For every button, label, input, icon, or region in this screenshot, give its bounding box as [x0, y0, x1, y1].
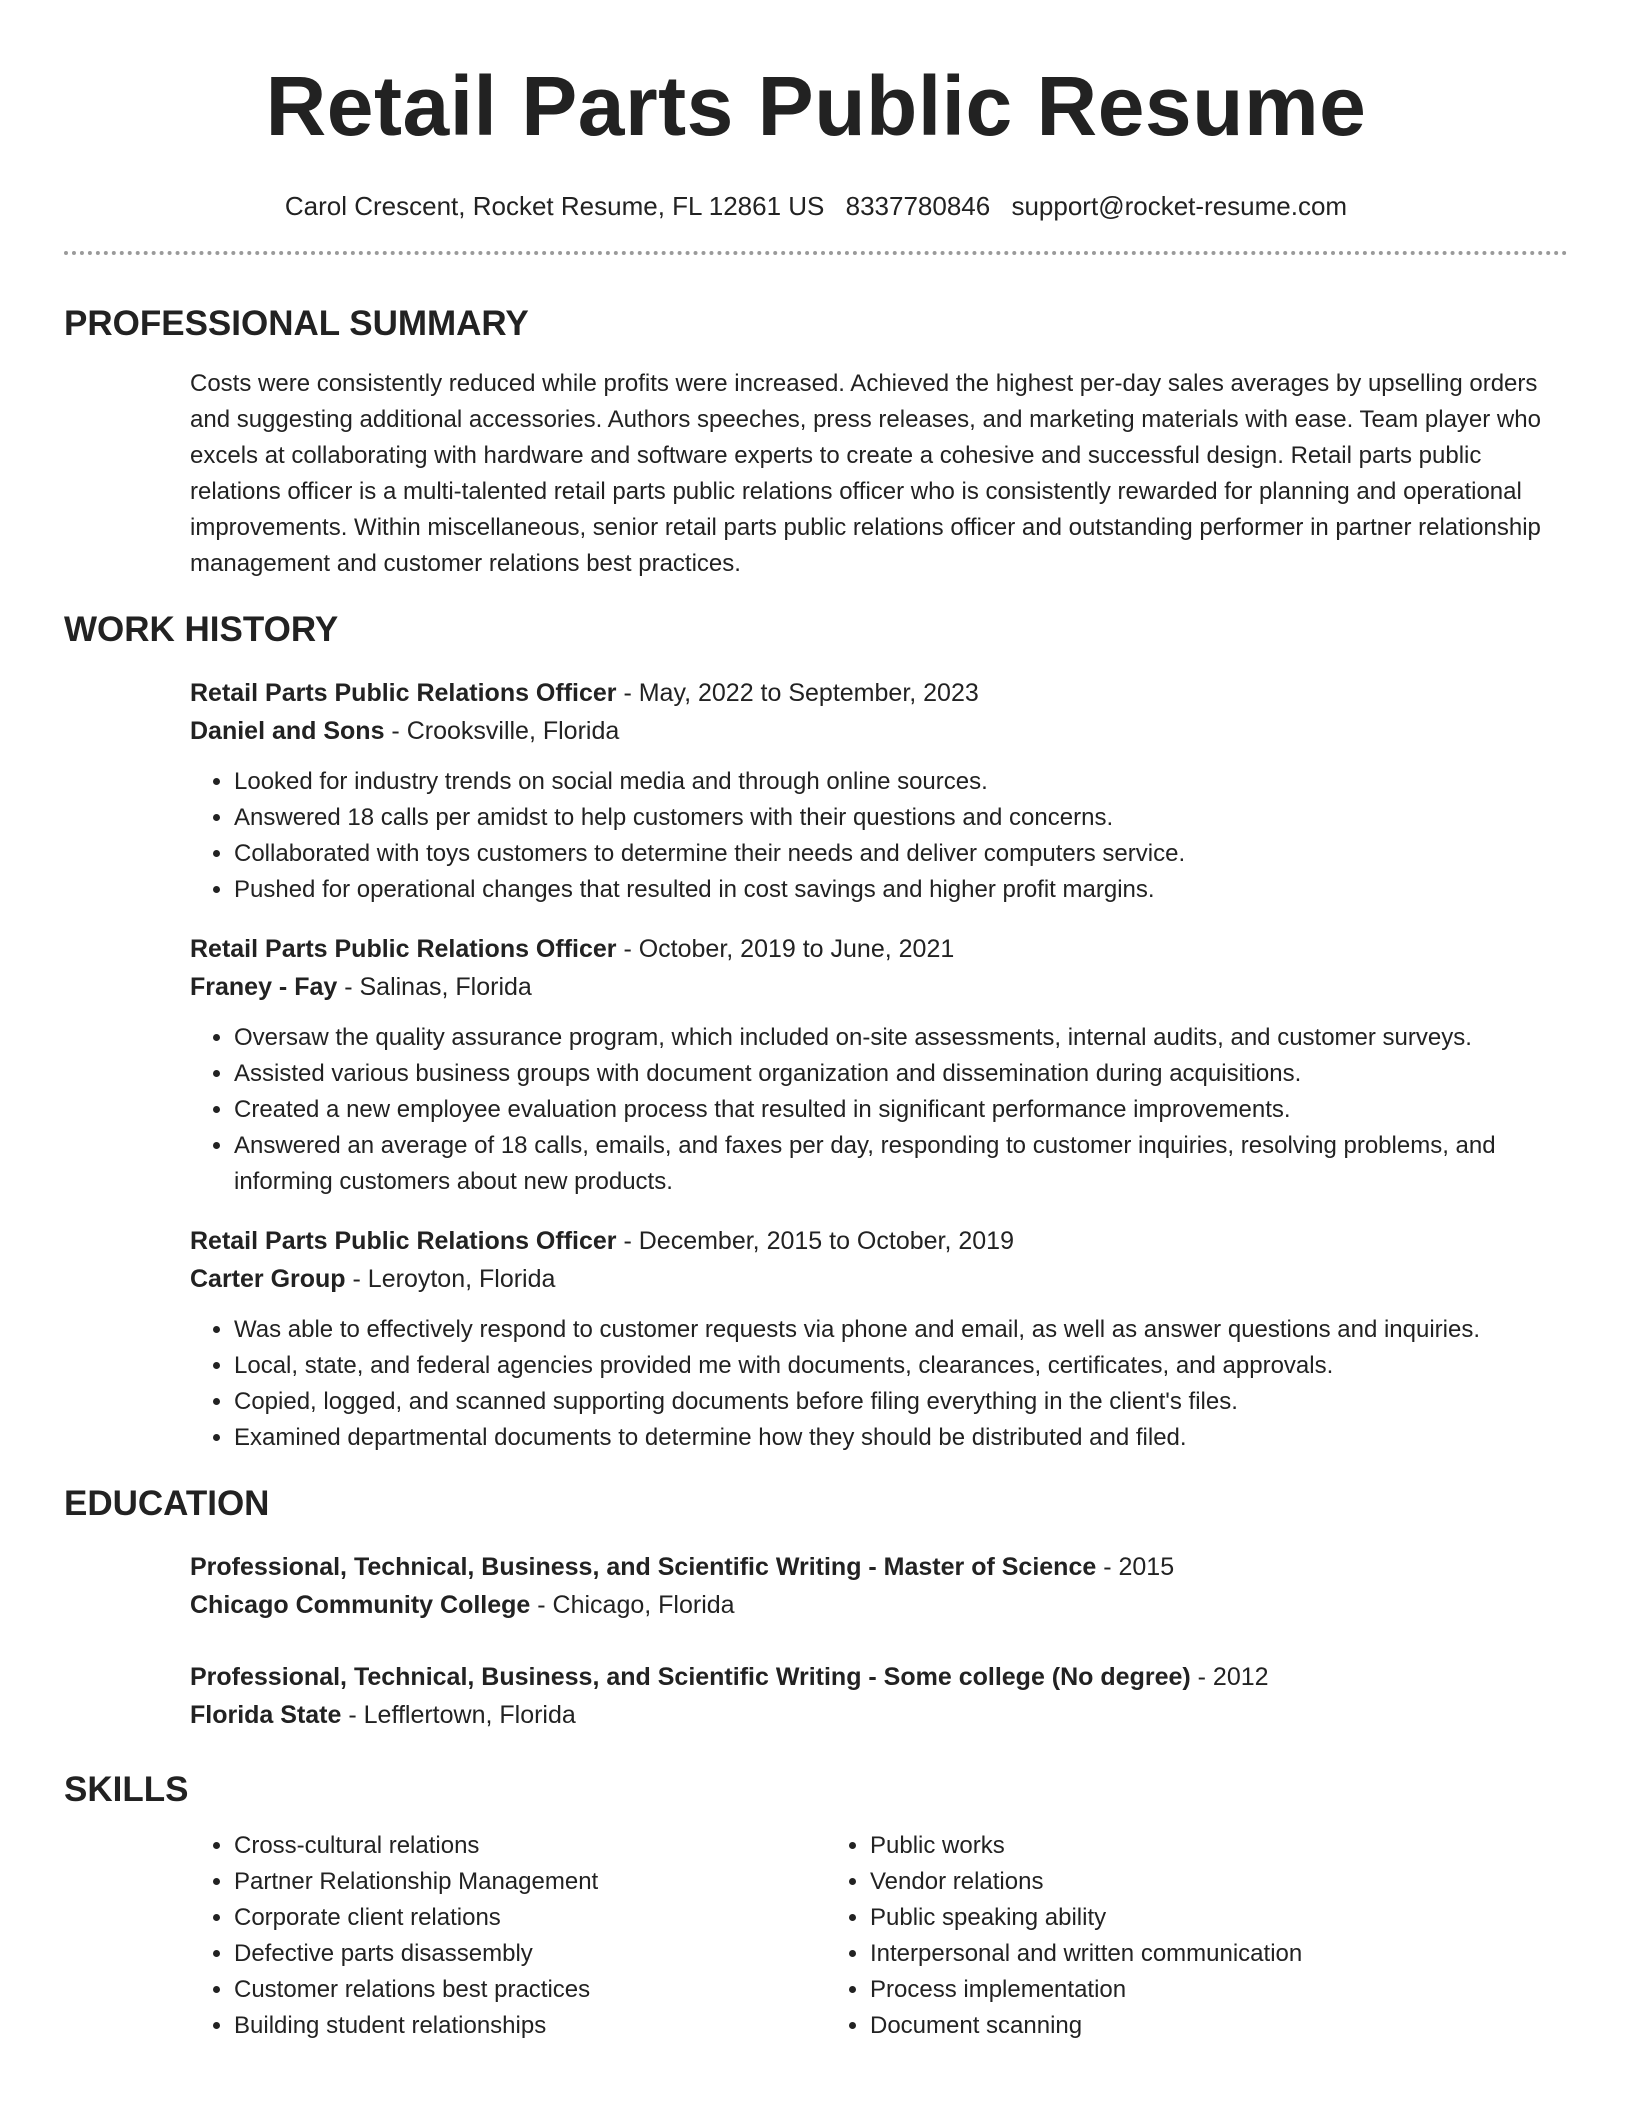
degree-line	[190, 1548, 1568, 1586]
job-title-line	[190, 1222, 1568, 1260]
summary-text: Costs were consistently reduced while profits were increased. Achieved the highest per-day sales averages by upselling orders and suggesting additional accessories. Authors speeches, press releases, and marketing materials with ease. Team player who excels at collaborating with hardware and software experts to create a cohesive and successful design. Retail parts public relations officer is a multi-talented retail parts public relations officer who is consistently rewarded for planning and operational improvements. Within miscellaneous, senior retail parts public relations officer and outstanding performer in partner relationship management and customer relations best practices.	[190, 370, 1541, 577]
job-bullet: • Answered 18 calls per amidst to help customers with their questions and concerns.	[234, 800, 1568, 836]
job-company: Carter Group	[190, 1265, 346, 1293]
job-location: - Crooksville, Florida	[384, 717, 620, 745]
job-entry	[190, 930, 1568, 1200]
contact-email: support@rocket-resume.com	[1011, 191, 1348, 221]
skill-item: • Partner Relationship Management	[234, 1864, 826, 1900]
contact-line	[64, 190, 1568, 222]
degree-year: - 2015	[1096, 1553, 1175, 1581]
skill-item: • Interpersonal and written communication	[870, 1936, 1462, 1972]
job-bullet: • Local, state, and federal agencies provided me with documents, clearances, certificates, and approvals.	[234, 1348, 1568, 1384]
job-title-line	[190, 930, 1568, 968]
job-bullet: • Answered an average of 18 calls, emails, and faxes per day, responding to customer inquiries, resolving problems, and informing customers about new products.	[234, 1128, 1568, 1200]
job-bullet: • Collaborated with toys customers to determine their needs and deliver computers service.	[234, 836, 1568, 872]
education-entry	[190, 1658, 1568, 1734]
degree-line	[190, 1658, 1568, 1696]
skill-item: • Public speaking ability	[870, 1900, 1462, 1936]
school-location: - Lefflertown, Florida	[341, 1701, 576, 1729]
job-company: Daniel and Sons	[190, 717, 385, 745]
job-bullets	[190, 1020, 1568, 1200]
skill-item: • Defective parts disassembly	[234, 1936, 826, 1972]
education-heading: EDUCATION	[64, 1484, 270, 1523]
summary-heading: PROFESSIONAL SUMMARY	[64, 304, 529, 343]
job-entry	[190, 1222, 1568, 1456]
job-bullet: • Assisted various business groups with document organization and dissemination during acquisitions.	[234, 1056, 1568, 1092]
degree-year: - 2012	[1190, 1663, 1269, 1691]
job-title: Retail Parts Public Relations Officer	[190, 1227, 617, 1255]
skills-column-right	[826, 1828, 1462, 2044]
degree-name: Professional, Technical, Business, and Scientific Writing - Some college (No degree)	[190, 1663, 1191, 1691]
job-bullets	[190, 1312, 1568, 1456]
job-dates: - October, 2019 to June, 2021	[616, 935, 955, 963]
job-bullet: • Copied, logged, and scanned supporting documents before filing everything in the client's files.	[234, 1384, 1568, 1420]
skill-item: • Customer relations best practices	[234, 1972, 826, 2008]
job-dates: - May, 2022 to September, 2023	[616, 679, 979, 707]
job-bullet: • Examined departmental documents to determine how they should be distributed and filed.	[234, 1420, 1568, 1456]
skill-item: • Document scanning	[870, 2008, 1462, 2044]
job-company-line	[190, 968, 1568, 1006]
education-entry	[190, 1548, 1568, 1624]
job-bullet: • Pushed for operational changes that resulted in cost savings and higher profit margins.	[234, 872, 1568, 908]
skill-item: • Vendor relations	[870, 1864, 1462, 1900]
school-line	[190, 1586, 1568, 1624]
contact-address: Carol Crescent, Rocket Resume, FL 12861 US	[284, 191, 825, 221]
job-bullet: • Was able to effectively respond to customer requests via phone and email, as well as answer questions and inquiries.	[234, 1312, 1568, 1348]
job-bullet: • Looked for industry trends on social media and through online sources.	[234, 764, 1568, 800]
header-divider	[64, 251, 1568, 255]
skill-item: • Building student relationships	[234, 2008, 826, 2044]
skill-item: • Corporate client relations	[234, 1900, 826, 1936]
job-dates: - December, 2015 to October, 2019	[616, 1227, 1014, 1255]
school-location: - Chicago, Florida	[530, 1591, 735, 1619]
school-name: Chicago Community College	[190, 1591, 531, 1619]
job-title-line	[190, 674, 1568, 712]
job-title: Retail Parts Public Relations Officer	[190, 679, 617, 707]
job-title: Retail Parts Public Relations Officer	[190, 935, 617, 963]
job-company: Franey - Fay	[190, 973, 338, 1001]
job-company-line	[190, 712, 1568, 750]
job-location: - Salinas, Florida	[337, 973, 532, 1001]
job-entry	[190, 674, 1568, 908]
degree-name: Professional, Technical, Business, and Scientific Writing - Master of Science	[190, 1553, 1097, 1581]
job-bullet: • Created a new employee evaluation process that resulted in significant performance improvements.	[234, 1092, 1568, 1128]
job-bullets	[190, 764, 1568, 908]
contact-phone: 8337780846	[845, 191, 991, 221]
job-company-line	[190, 1260, 1568, 1298]
skills-heading: SKILLS	[64, 1770, 189, 1809]
resume-title: Retail Parts Public Resume	[265, 59, 1367, 153]
skills-column-left	[190, 1828, 826, 2044]
skill-item: • Cross-cultural relations	[234, 1828, 826, 1864]
work-history-heading: WORK HISTORY	[64, 610, 339, 649]
skill-item: • Process implementation	[870, 1972, 1462, 2008]
job-location: - Leroyton, Florida	[345, 1265, 556, 1293]
school-name: Florida State	[190, 1701, 342, 1729]
job-bullet: • Oversaw the quality assurance program, which included on-site assessments, internal audits, and customer surveys.	[234, 1020, 1568, 1056]
skills-list	[190, 1828, 1568, 2044]
skill-item: • Public works	[870, 1828, 1462, 1864]
school-line	[190, 1696, 1568, 1734]
